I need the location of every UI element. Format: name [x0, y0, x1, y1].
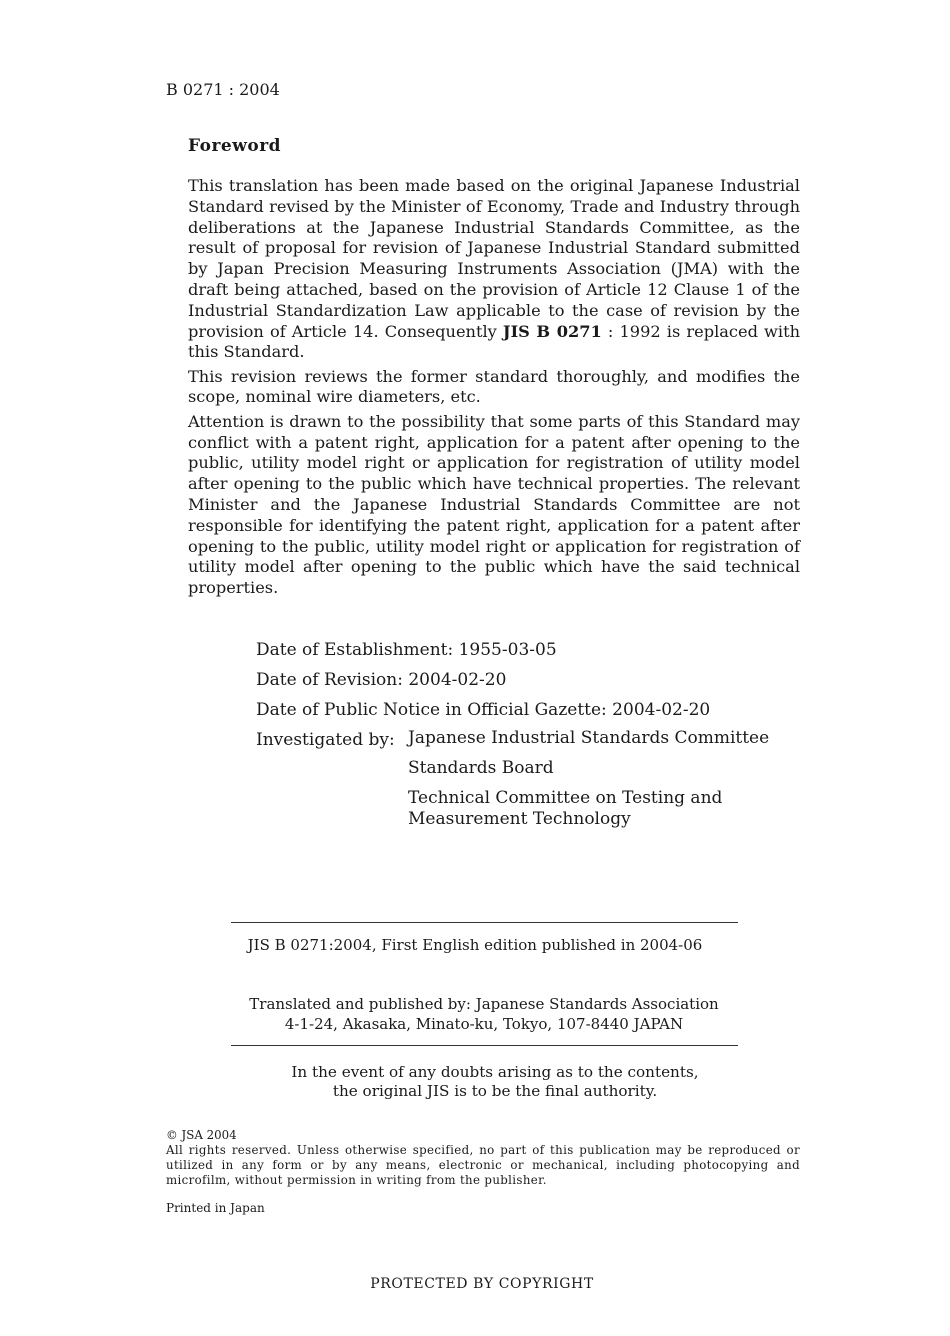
date-revision: Date of Revision: 2004-02-20	[256, 670, 507, 690]
edition-line: JIS B 0271:2004, First English edition published in 2004-06	[247, 936, 703, 954]
printed-in: Printed in Japan	[166, 1201, 265, 1215]
standard-code: B 0271 : 2004	[166, 80, 280, 99]
protected-watermark: PROTECTED BY COPYRIGHT	[370, 1276, 594, 1292]
foreword-paragraph-3: Attention is drawn to the possibility that some parts of this Standard may conflict with a patent right, application for a patent after opening to the public, utility model right or application for registration of utility model after opening to the public which have technical properties. The relevant Minister and the Japanese Industrial Standards Committee are not responsible for identifying the patent right, application for a patent after opening to the public, utility model right or application for registration of utility model after opening to the public which have the said technical properties.	[188, 411, 800, 598]
authority-line-2: the original JIS is to be the final authority.	[332, 1082, 658, 1100]
foreword-paragraph-2: This revision reviews the former standard thoroughly, and modifies the scope, nominal wire diameters, etc.	[188, 366, 800, 407]
authority-notice	[0, 1063, 950, 1101]
standard-reference: JIS B 0271	[502, 321, 602, 341]
foreword-body	[188, 176, 800, 602]
investigators-list	[408, 728, 769, 839]
investigated-by-label: Investigated by:	[256, 730, 395, 750]
foreword-title: Foreword	[188, 136, 282, 156]
legal-block	[166, 1128, 800, 1188]
copyright-notice: © JSA 2004	[166, 1128, 237, 1142]
foreword-text: : 1992 is replaced with this Standard.	[188, 321, 801, 362]
date-establishment: Date of Establishment: 1955-03-05	[256, 640, 557, 660]
dates-block	[256, 638, 770, 829]
publisher-address: 4-1-24, Akasaka, Minato-ku, Tokyo, 107-8440 JAPAN	[284, 1015, 684, 1033]
investigator: Technical Committee on Testing and	[408, 788, 723, 808]
date-public-notice: Date of Public Notice in Official Gazette: 2004-02-20	[256, 700, 711, 720]
foreword-text: This translation has been made based on the original Japanese Industrial Standard revised by the Minister of Economy, Trade and Industry through deliberations at the Japanese Industrial Standards Committee, as the result of proposal for revision of Japanese Industrial Standard submitted by Japan Precision Measuring Instruments Association (JMA) with the draft being attached, based on the provision of Article 12 Clause 1 of the Industrial Standardization Law applicable to the case of revision by the provision of Article 14. Consequently	[188, 176, 800, 341]
investigated-by	[256, 728, 770, 829]
foreword-paragraph-1	[188, 176, 800, 363]
divider	[231, 922, 738, 923]
investigator: Standards Board	[408, 758, 554, 778]
authority-line-1: In the event of any doubts arising as to the contents,	[291, 1063, 699, 1081]
divider	[231, 1045, 738, 1046]
rights-notice: All rights reserved. Unless otherwise specified, no part of this publication may be reproduced or utilized in any form or by any means, electronic or mechanical, including photocopying and microfilm, without permission in writing from the publisher.	[166, 1143, 800, 1187]
investigator: Japanese Industrial Standards Committee	[408, 728, 770, 748]
publisher-block	[0, 994, 950, 1034]
investigator: Measurement Technology	[408, 809, 631, 829]
translated-by: Translated and published by: Japanese Standards Association	[249, 995, 719, 1013]
